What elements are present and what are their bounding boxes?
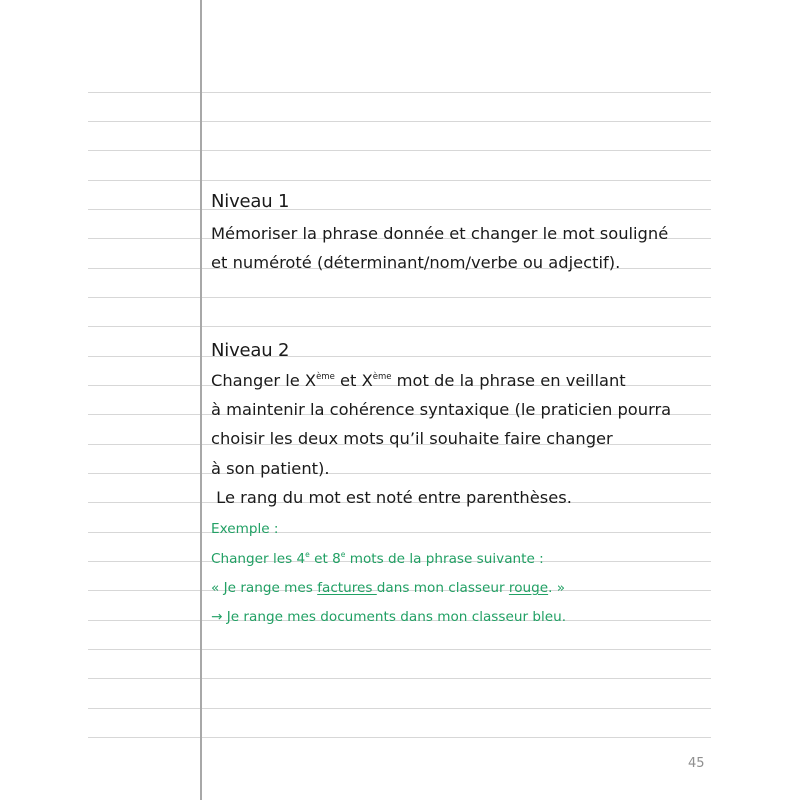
margin-line xyxy=(200,0,202,800)
level2-line-1-part3: mot de la phrase en veillant xyxy=(391,371,626,390)
level1-line-1: Mémoriser la phrase donnée et changer le mot souligné xyxy=(211,224,669,243)
example-sentence-part3: . » xyxy=(548,580,566,596)
ruled-line xyxy=(88,297,711,298)
level1-title: Niveau 1 xyxy=(211,191,290,212)
level2-line-1-part1: Changer le X xyxy=(211,371,317,390)
ruled-line xyxy=(88,326,711,327)
ruled-line xyxy=(88,678,711,679)
example-instruction-part2: et 8 xyxy=(309,551,341,567)
example-answer: → Je range mes documents dans mon classeur bleu. xyxy=(211,609,567,625)
superscript: e xyxy=(305,550,310,559)
ruled-line xyxy=(88,356,711,357)
example-sentence-part1: « Je range mes xyxy=(211,580,318,596)
superscript: ème xyxy=(316,372,335,382)
ruled-line xyxy=(88,649,711,650)
example-instruction xyxy=(211,550,544,567)
example-label: Exemple : xyxy=(211,521,279,537)
superscript: e xyxy=(340,550,346,559)
example-instruction-part1: Changer les 4 xyxy=(211,551,306,567)
level2-line-1-part2: et X xyxy=(334,371,373,390)
ruled-line xyxy=(88,209,711,210)
example-sentence xyxy=(211,582,565,596)
ruled-line xyxy=(88,121,711,122)
level1-line-2: et numéroté (déterminant/nom/verbe ou adjectif). xyxy=(211,253,621,272)
underlined-word: rouge xyxy=(508,580,549,596)
level2-line-3: choisir les deux mots qu’il souhaite faire changer xyxy=(211,429,613,448)
example-instruction-part3: mots de la phrase suivante : xyxy=(345,551,544,567)
level2-title: Niveau 2 xyxy=(211,340,290,361)
page-number: 45 xyxy=(688,756,705,771)
ruled-line xyxy=(88,180,711,181)
level2-line-2: à maintenir la cohérence syntaxique (le praticien pourra xyxy=(211,400,672,419)
ruled-line xyxy=(88,473,711,474)
superscript: ème xyxy=(372,372,392,382)
ruled-line xyxy=(88,92,711,93)
underlined-word: factures xyxy=(317,580,377,596)
ruled-line xyxy=(88,708,711,709)
ruled-line xyxy=(88,737,711,738)
level2-line-4: à son patient). xyxy=(211,459,330,478)
ruled-line xyxy=(88,532,711,533)
level2-line-5: Le rang du mot est noté entre parenthèses. xyxy=(211,488,572,507)
example-sentence-part2: dans mon classeur xyxy=(376,580,509,596)
level2-line-1 xyxy=(211,373,626,389)
ruled-line xyxy=(88,150,711,151)
